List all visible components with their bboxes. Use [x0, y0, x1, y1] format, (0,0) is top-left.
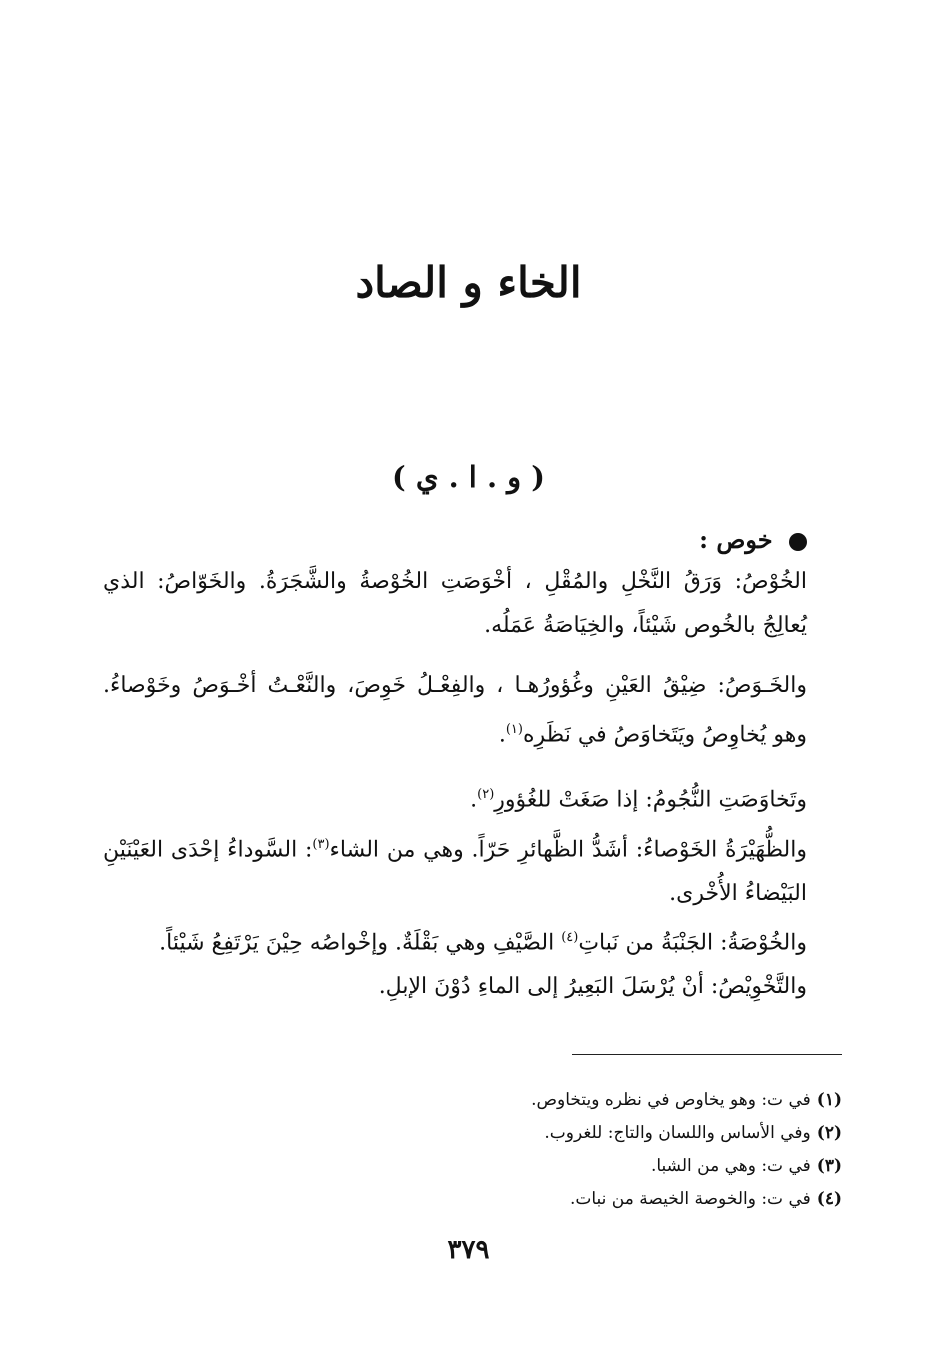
root-heading: ( و . ا . ي ) — [392, 460, 545, 494]
footnote-number: (٤) — [816, 1189, 842, 1209]
paragraph-text-after: . — [470, 787, 478, 813]
bullet-icon — [789, 533, 807, 551]
entry-paragraph — [103, 916, 807, 965]
footnote — [142, 1150, 842, 1183]
footnote-ref: (٤) — [561, 929, 579, 945]
entry-paragraph — [103, 965, 807, 1009]
entry-paragraph — [103, 773, 807, 822]
paragraph-text: والخُوْصَةُ: الجَنْبَةُ من نَباتِ — [578, 930, 807, 956]
entry-headword: خوص : — [699, 525, 773, 554]
entry-body — [103, 560, 807, 1009]
chapter-title: الخاء و الصاد — [355, 258, 582, 307]
footnote — [142, 1084, 842, 1117]
footnote-ref: (٣) — [312, 836, 330, 852]
footnote-number: (٢) — [816, 1123, 842, 1143]
footnote — [142, 1117, 842, 1150]
page-number: ٣٧٩ — [447, 1235, 490, 1265]
entry-paragraph — [103, 560, 807, 648]
paragraph-text: وتَخاوَصَتِ النُّجُومُ: إذا صَغَتْ للغُؤورِ — [494, 787, 807, 813]
footnote-text: في ت: وهو يخاوص في نظره ويتخاوص. — [531, 1090, 811, 1110]
footnotes — [142, 1084, 842, 1216]
paragraph-text: والظُّهَيْرَةُ الخَوْصاءُ: أشَدُّ الظَّهائرِ حَرّاً. وهي من الشاء — [329, 836, 807, 862]
footnote-divider — [572, 1054, 842, 1055]
paragraph-text-after: : السَّوداءُ إحْدَى العَيْنَيْنِ البَيْضاءُ الأُخْرى. — [103, 836, 807, 906]
footnote — [142, 1183, 842, 1216]
footnote-number: (٣) — [816, 1156, 842, 1176]
paragraph-text: والتَّخْوِيْصُ: أنْ يُرْسَلَ البَعِيرُ إلى الماءِ دُوْنَ الإبلِ. — [378, 974, 807, 1000]
footnote-ref: (٢) — [477, 787, 495, 803]
entry-paragraph — [103, 664, 807, 757]
footnote-text: وفي الأساس واللسان والتاج: للغروب. — [544, 1123, 811, 1143]
paragraph-text: والخَـوَصُ: ضِيْقُ العَيْنِ وغُؤورُهـا ، والفِعْـلُ خَوِصَ، والنَّعْـتُ أخْـوَصُ وخَوْصاءُ. وهو يُخاوِصُ ويَتَخاوَصُ في نَظَرِه — [103, 673, 807, 748]
footnote-text: في ت: والخوصة الخيصة من نبات. — [569, 1189, 811, 1209]
paragraph-text: الخُوْصُ: وَرَقُ النَّخْلِ والمُقْلِ ، أخْوَصَتِ الخُوْصةُ والشَّجَرَةُ. والخَوّاصُ: الذي يُعالِجُ بالخُوص شَيْئاً، والخِيَاصَةُ عَمَلُه. — [103, 569, 807, 638]
paragraph-text-after: الصَّيْفِ وهي بَقْلَةٌ. وإخْواصُه حِيْنَ يَرْتَفِعُ شَيْئاً. — [159, 930, 562, 956]
entry-paragraph — [103, 823, 807, 916]
paragraph-text-after: . — [498, 722, 506, 748]
footnote-ref: (١) — [505, 722, 523, 737]
footnote-text: في ت: وهي من الشبا. — [650, 1156, 811, 1176]
entry-headword-line — [127, 520, 807, 560]
footnote-number: (١) — [816, 1090, 842, 1110]
